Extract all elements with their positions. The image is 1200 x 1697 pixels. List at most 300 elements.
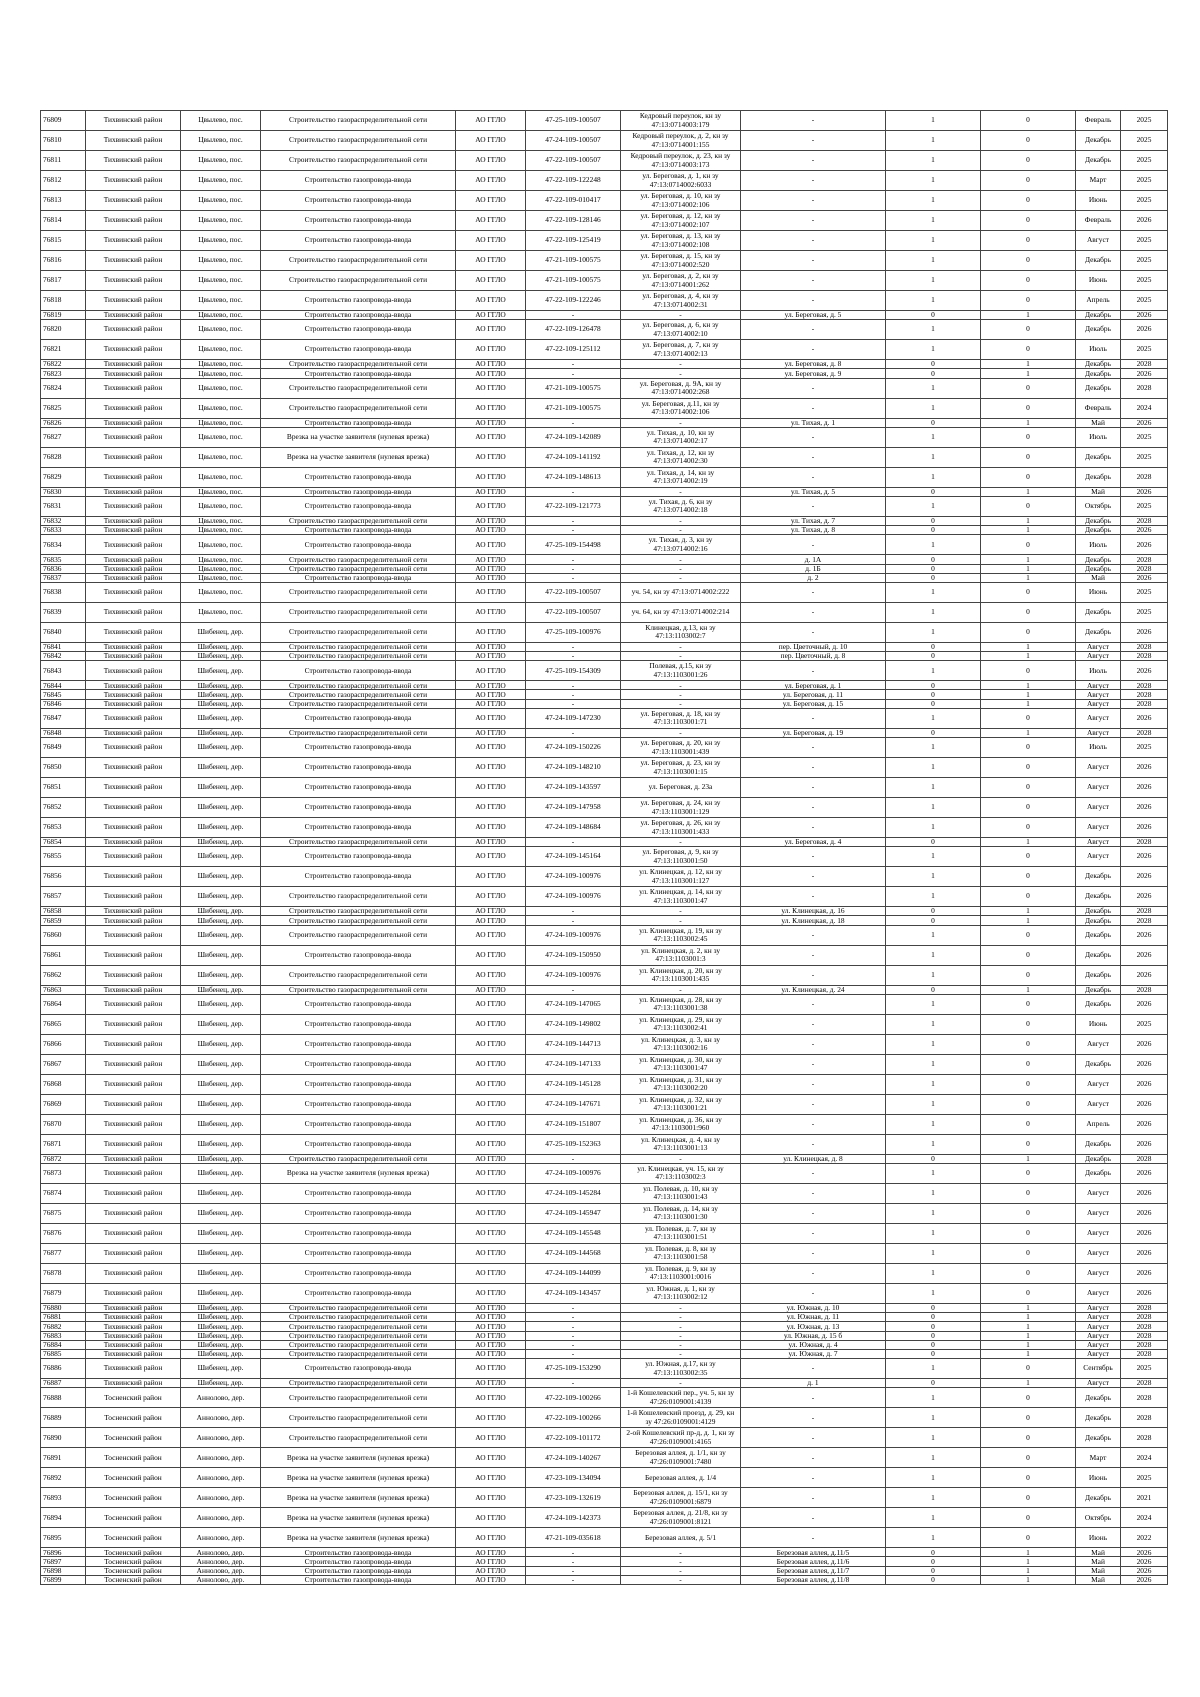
cell-month: Февраль xyxy=(1076,111,1121,131)
cell-settlement: Аннолово, дер. xyxy=(181,1428,261,1448)
cell-work-type: Строительство газораспределительной сети xyxy=(261,111,456,131)
cell-settlement: Цвылево, пос. xyxy=(181,171,261,191)
cell-district: Тихвинский район xyxy=(86,1114,181,1134)
table-row xyxy=(41,1575,1168,1584)
cell-settlement: Шибенец, дер. xyxy=(181,925,261,945)
cell-count-a: 1 xyxy=(886,1448,981,1468)
cell-count-b: 1 xyxy=(981,642,1076,651)
cell-month: Июль xyxy=(1076,427,1121,447)
cell-organization: АО ГГЛО xyxy=(456,1263,526,1283)
cell-cadastral-address: ул. Полевая, д. 9, кн зу 47:13:1103001:0016 xyxy=(621,1263,741,1283)
cell-work-type: Строительство газопровода-ввода xyxy=(261,573,456,582)
cell-district: Тихвинский район xyxy=(86,340,181,360)
cell-year: 2028 xyxy=(1121,690,1168,699)
cell-settlement: Цвылево, пос. xyxy=(181,251,261,271)
cell-cadastral-address: - xyxy=(621,516,741,525)
table-row xyxy=(41,1094,1168,1114)
cell-year: 2025 xyxy=(1121,738,1168,758)
cell-month: Октябрь xyxy=(1076,1508,1121,1528)
cell-work-type: Строительство газораспределительной сети xyxy=(261,251,456,271)
cell-address: - xyxy=(741,1408,886,1428)
cell-cadastral-address: ул. Тихая, д. 6, кн зу 47:13:0714002:18 xyxy=(621,496,741,516)
cell-month: Декабрь xyxy=(1076,1163,1121,1183)
cell-count-b: 0 xyxy=(981,378,1076,398)
cell-year: 2026 xyxy=(1121,1243,1168,1263)
cell-count-b: 0 xyxy=(981,1014,1076,1034)
cell-year: 2025 xyxy=(1121,111,1168,131)
cell-district: Тосненский район xyxy=(86,1557,181,1566)
cell-cadastral-address: ул. Береговая, д. 1, кн зу 47:13:0714002:6033 xyxy=(621,171,741,191)
cell-address: ул. Береговая, д. 4 xyxy=(741,838,886,847)
cell-address: Березовая аллея, д.11/6 xyxy=(741,1557,886,1566)
cell-count-b: 0 xyxy=(981,887,1076,907)
cell-organization: АО ГГЛО xyxy=(456,496,526,516)
cell-work-type: Строительство газораспределительной сети xyxy=(261,652,456,661)
table-row xyxy=(41,1557,1168,1566)
cell-row-number: 76899 xyxy=(41,1575,86,1584)
cell-district: Тосненский район xyxy=(86,1468,181,1488)
cell-district: Тосненский район xyxy=(86,1388,181,1408)
cell-cadastral-address: - xyxy=(621,526,741,535)
cell-address: - xyxy=(741,111,886,131)
table-row xyxy=(41,916,1168,925)
cell-row-number: 76885 xyxy=(41,1349,86,1358)
table-row xyxy=(41,1331,1168,1340)
cell-count-b: 0 xyxy=(981,708,1076,728)
cell-count-a: 0 xyxy=(886,487,981,496)
cell-cadastral-address: ул. Береговая, д. 12, кн зу 47:13:0714002:107 xyxy=(621,211,741,231)
cell-address: - xyxy=(741,758,886,778)
cell-year: 2026 xyxy=(1121,1183,1168,1203)
cell-month: Июль xyxy=(1076,535,1121,555)
cell-count-b: 1 xyxy=(981,1575,1076,1584)
cell-count-a: 1 xyxy=(886,1488,981,1508)
cell-cadastral-address: ул. Тихая, д. 10, кн зу 47:13:0714002:17 xyxy=(621,427,741,447)
cell-month: Май xyxy=(1076,1575,1121,1584)
cell-year: 2024 xyxy=(1121,1508,1168,1528)
cell-work-type: Строительство газопровода-ввода xyxy=(261,1359,456,1379)
cell-application-number: 47-24-109-147133 xyxy=(526,1054,621,1074)
cell-count-b: 0 xyxy=(981,847,1076,867)
cell-count-b: 0 xyxy=(981,427,1076,447)
cell-year: 2026 xyxy=(1121,798,1168,818)
cell-address: - xyxy=(741,887,886,907)
cell-district: Тихвинский район xyxy=(86,487,181,496)
cell-district: Тихвинский район xyxy=(86,447,181,467)
cell-district: Тосненский район xyxy=(86,1566,181,1575)
cell-month: Май xyxy=(1076,418,1121,427)
cell-organization: АО ГГЛО xyxy=(456,111,526,131)
cell-month: Август xyxy=(1076,778,1121,798)
cell-row-number: 76809 xyxy=(41,111,86,131)
cell-settlement: Аннолово, дер. xyxy=(181,1448,261,1468)
cell-organization: АО ГГЛО xyxy=(456,699,526,708)
cell-address: - xyxy=(741,602,886,622)
cell-application-number: 47-24-109-100976 xyxy=(526,887,621,907)
cell-address: - xyxy=(741,925,886,945)
cell-year: 2028 xyxy=(1121,652,1168,661)
cell-year: 2025 xyxy=(1121,231,1168,251)
cell-district: Тихвинский район xyxy=(86,661,181,681)
cell-month: Август xyxy=(1076,231,1121,251)
table-row xyxy=(41,1134,1168,1154)
cell-settlement: Цвылево, пос. xyxy=(181,369,261,378)
cell-work-type: Строительство газопровода-ввода xyxy=(261,945,456,965)
cell-organization: АО ГГЛО xyxy=(456,582,526,602)
cell-count-b: 0 xyxy=(981,1054,1076,1074)
cell-count-b: 1 xyxy=(981,838,1076,847)
cell-cadastral-address: ул. Клинецкая, д. 3, кн зу 47:13:1103002:16 xyxy=(621,1034,741,1054)
cell-settlement: Шибенец, дер. xyxy=(181,1322,261,1331)
cell-year: 2026 xyxy=(1121,1163,1168,1183)
cell-cadastral-address: - xyxy=(621,311,741,320)
cell-year: 2028 xyxy=(1121,378,1168,398)
cell-application-number: - xyxy=(526,526,621,535)
cell-count-a: 0 xyxy=(886,1322,981,1331)
cell-year: 2026 xyxy=(1121,526,1168,535)
cell-year: 2026 xyxy=(1121,708,1168,728)
cell-work-type: Строительство газораспределительной сети xyxy=(261,582,456,602)
cell-district: Тихвинский район xyxy=(86,171,181,191)
cell-count-b: 0 xyxy=(981,925,1076,945)
cell-district: Тихвинский район xyxy=(86,652,181,661)
cell-address: ул. Южная, д. 4 xyxy=(741,1340,886,1349)
cell-address: - xyxy=(741,1528,886,1548)
cell-count-b: 0 xyxy=(981,582,1076,602)
cell-year: 2028 xyxy=(1121,1408,1168,1428)
cell-year: 2028 xyxy=(1121,1322,1168,1331)
cell-organization: АО ГГЛО xyxy=(456,622,526,642)
cell-year: 2026 xyxy=(1121,867,1168,887)
cell-address: - xyxy=(741,965,886,985)
cell-count-b: 0 xyxy=(981,191,1076,211)
cell-application-number: 47-24-109-100507 xyxy=(526,131,621,151)
cell-month: Декабрь xyxy=(1076,251,1121,271)
cell-settlement: Цвылево, пос. xyxy=(181,211,261,231)
cell-count-b: 1 xyxy=(981,690,1076,699)
table-row xyxy=(41,965,1168,985)
cell-settlement: Цвылево, пос. xyxy=(181,602,261,622)
cell-count-a: 1 xyxy=(886,1528,981,1548)
cell-cadastral-address: ул. Береговая, д. 20, кн зу 47:13:1103001:439 xyxy=(621,738,741,758)
cell-row-number: 76862 xyxy=(41,965,86,985)
cell-row-number: 76874 xyxy=(41,1183,86,1203)
cell-year: 2025 xyxy=(1121,151,1168,171)
cell-application-number: 47-24-109-142089 xyxy=(526,427,621,447)
cell-application-number: - xyxy=(526,418,621,427)
cell-cadastral-address: ул. Береговая, д. 23а xyxy=(621,778,741,798)
cell-cadastral-address: ул. Клинецкая, уч. 15, кн зу 47:13:1103002:3 xyxy=(621,1163,741,1183)
cell-work-type: Строительство газораспределительной сети xyxy=(261,622,456,642)
cell-count-a: 0 xyxy=(886,311,981,320)
cell-settlement: Шибенец, дер. xyxy=(181,1163,261,1183)
cell-organization: АО ГГЛО xyxy=(456,1034,526,1054)
cell-organization: АО ГГЛО xyxy=(456,447,526,467)
cell-count-a: 1 xyxy=(886,447,981,467)
cell-row-number: 76845 xyxy=(41,690,86,699)
cell-cadastral-address: - xyxy=(621,1548,741,1557)
cell-work-type: Врезка на участке заявителя (нулевая врезка) xyxy=(261,1508,456,1528)
table-row xyxy=(41,1183,1168,1203)
cell-row-number: 76855 xyxy=(41,847,86,867)
cell-count-b: 1 xyxy=(981,1379,1076,1388)
cell-work-type: Строительство газораспределительной сети xyxy=(261,1349,456,1358)
cell-work-type: Строительство газопровода-ввода xyxy=(261,1074,456,1094)
table-row xyxy=(41,398,1168,418)
cell-row-number: 76844 xyxy=(41,681,86,690)
cell-month: Август xyxy=(1076,847,1121,867)
cell-month: Август xyxy=(1076,642,1121,651)
cell-work-type: Строительство газопровода-ввода xyxy=(261,778,456,798)
cell-count-a: 1 xyxy=(886,211,981,231)
cell-address: ул. Клинецкая, д. 24 xyxy=(741,985,886,994)
cell-year: 2028 xyxy=(1121,467,1168,487)
cell-count-a: 1 xyxy=(886,602,981,622)
cell-work-type: Строительство газопровода-ввода xyxy=(261,526,456,535)
cell-year: 2026 xyxy=(1121,661,1168,681)
cell-work-type: Строительство газораспределительной сети xyxy=(261,699,456,708)
cell-settlement: Аннолово, дер. xyxy=(181,1468,261,1488)
cell-row-number: 76810 xyxy=(41,131,86,151)
cell-work-type: Строительство газопровода-ввода xyxy=(261,818,456,838)
cell-organization: АО ГГЛО xyxy=(456,271,526,291)
cell-address: ул. Береговая, д. 8 xyxy=(741,360,886,369)
cell-settlement: Аннолово, дер. xyxy=(181,1557,261,1566)
cell-address: - xyxy=(741,661,886,681)
cell-application-number: 47-25-109-154498 xyxy=(526,535,621,555)
cell-organization: АО ГГЛО xyxy=(456,1388,526,1408)
cell-district: Тихвинский район xyxy=(86,907,181,916)
cell-address: - xyxy=(741,1468,886,1488)
cell-row-number: 76830 xyxy=(41,487,86,496)
cell-settlement: Шибенец, дер. xyxy=(181,1223,261,1243)
cell-row-number: 76825 xyxy=(41,398,86,418)
cell-cadastral-address: - xyxy=(621,1313,741,1322)
cell-application-number: 47-24-109-100976 xyxy=(526,867,621,887)
cell-count-b: 0 xyxy=(981,1408,1076,1428)
cell-count-a: 1 xyxy=(886,818,981,838)
cell-organization: АО ГГЛО xyxy=(456,1408,526,1428)
cell-work-type: Строительство газораспределительной сети xyxy=(261,151,456,171)
cell-cadastral-address: - xyxy=(621,564,741,573)
cell-application-number: 47-23-109-134094 xyxy=(526,1468,621,1488)
cell-application-number: 47-25-109-152363 xyxy=(526,1134,621,1154)
cell-month: Май xyxy=(1076,1557,1121,1566)
cell-address: - xyxy=(741,1014,886,1034)
cell-count-a: 1 xyxy=(886,1508,981,1528)
cell-district: Тихвинский район xyxy=(86,398,181,418)
cell-application-number: 47-22-109-125112 xyxy=(526,340,621,360)
cell-settlement: Цвылево, пос. xyxy=(181,378,261,398)
cell-address: - xyxy=(741,131,886,151)
cell-count-b: 0 xyxy=(981,1134,1076,1154)
cell-cadastral-address: - xyxy=(621,652,741,661)
cell-count-b: 0 xyxy=(981,151,1076,171)
cell-district: Тихвинский район xyxy=(86,378,181,398)
cell-cadastral-address: - xyxy=(621,360,741,369)
cell-district: Тихвинский район xyxy=(86,1331,181,1340)
cell-row-number: 76821 xyxy=(41,340,86,360)
cell-settlement: Шибенец, дер. xyxy=(181,1340,261,1349)
cell-row-number: 76847 xyxy=(41,708,86,728)
cell-count-a: 1 xyxy=(886,1243,981,1263)
cell-row-number: 76875 xyxy=(41,1203,86,1223)
cell-settlement: Шибенец, дер. xyxy=(181,838,261,847)
cell-settlement: Цвылево, пос. xyxy=(181,111,261,131)
cell-count-b: 0 xyxy=(981,738,1076,758)
cell-row-number: 76820 xyxy=(41,320,86,340)
cell-count-a: 0 xyxy=(886,681,981,690)
cell-district: Тихвинский район xyxy=(86,555,181,564)
cell-organization: АО ГГЛО xyxy=(456,945,526,965)
cell-district: Тихвинский район xyxy=(86,111,181,131)
cell-organization: АО ГГЛО xyxy=(456,1203,526,1223)
cell-count-b: 0 xyxy=(981,251,1076,271)
cell-address: - xyxy=(741,778,886,798)
cell-application-number: 47-21-109-100575 xyxy=(526,398,621,418)
cell-application-number: 47-24-109-151807 xyxy=(526,1114,621,1134)
cell-district: Тихвинский район xyxy=(86,516,181,525)
table-row xyxy=(41,1283,1168,1303)
cell-count-a: 1 xyxy=(886,847,981,867)
cell-count-b: 0 xyxy=(981,758,1076,778)
cell-count-b: 0 xyxy=(981,798,1076,818)
cell-count-b: 0 xyxy=(981,1428,1076,1448)
cell-settlement: Цвылево, пос. xyxy=(181,231,261,251)
cell-address: ул. Тихая, д. 1 xyxy=(741,418,886,427)
cell-application-number: 47-22-109-100266 xyxy=(526,1388,621,1408)
cell-count-b: 0 xyxy=(981,1114,1076,1134)
table-row xyxy=(41,151,1168,171)
cell-count-b: 0 xyxy=(981,1034,1076,1054)
cell-month: Декабрь xyxy=(1076,131,1121,151)
cell-settlement: Шибенец, дер. xyxy=(181,1243,261,1263)
cell-row-number: 76872 xyxy=(41,1154,86,1163)
cell-application-number: 47-24-109-145164 xyxy=(526,847,621,867)
cell-organization: АО ГГЛО xyxy=(456,738,526,758)
cell-cadastral-address: ул. Клинецкая, д. 32, кн зу 47:13:1103001:21 xyxy=(621,1094,741,1114)
cell-cadastral-address: Березовая аллея, д. 5/1 xyxy=(621,1528,741,1548)
cell-district: Тихвинский район xyxy=(86,467,181,487)
table-row xyxy=(41,887,1168,907)
cell-count-a: 1 xyxy=(886,582,981,602)
cell-application-number: - xyxy=(526,516,621,525)
cell-cadastral-address: Березовая аллея, д. 15/1, кн зу 47:26:0109001:6879 xyxy=(621,1488,741,1508)
cell-month: Август xyxy=(1076,1322,1121,1331)
cell-organization: АО ГГЛО xyxy=(456,526,526,535)
cell-application-number: - xyxy=(526,1322,621,1331)
cell-month: Декабрь xyxy=(1076,526,1121,535)
cell-count-a: 0 xyxy=(886,555,981,564)
cell-cadastral-address: - xyxy=(621,1379,741,1388)
cell-district: Тихвинский район xyxy=(86,1074,181,1094)
cell-district: Тихвинский район xyxy=(86,1163,181,1183)
cell-work-type: Строительство газопровода-ввода xyxy=(261,418,456,427)
cell-month: Июль xyxy=(1076,661,1121,681)
cell-address: - xyxy=(741,1388,886,1408)
cell-count-a: 0 xyxy=(886,1575,981,1584)
cell-month: Декабрь xyxy=(1076,965,1121,985)
cell-cadastral-address: - xyxy=(621,699,741,708)
cell-row-number: 76884 xyxy=(41,1340,86,1349)
cell-work-type: Врезка на участке заявителя (нулевая врезка) xyxy=(261,1163,456,1183)
cell-count-b: 0 xyxy=(981,1468,1076,1488)
cell-organization: АО ГГЛО xyxy=(456,661,526,681)
cell-organization: АО ГГЛО xyxy=(456,1428,526,1448)
cell-year: 2025 xyxy=(1121,251,1168,271)
cell-cadastral-address: ул. Полевая, д. 14, кн зу 47:13:1103001:30 xyxy=(621,1203,741,1223)
table-row xyxy=(41,778,1168,798)
cell-count-a: 0 xyxy=(886,1340,981,1349)
cell-organization: АО ГГЛО xyxy=(456,340,526,360)
cell-organization: АО ГГЛО xyxy=(456,847,526,867)
cell-application-number: 47-22-109-125419 xyxy=(526,231,621,251)
cell-address: пер. Цветочный, д. 10 xyxy=(741,642,886,651)
cell-year: 2028 xyxy=(1121,1340,1168,1349)
table-row xyxy=(41,1379,1168,1388)
table-row xyxy=(41,131,1168,151)
cell-organization: АО ГГЛО xyxy=(456,907,526,916)
cell-row-number: 76841 xyxy=(41,642,86,651)
cell-address: - xyxy=(741,211,886,231)
table-row xyxy=(41,652,1168,661)
cell-application-number: 47-24-109-147065 xyxy=(526,994,621,1014)
cell-cadastral-address: ул. Клинецкая, д. 29, кн зу 47:13:1103002:41 xyxy=(621,1014,741,1034)
cell-cadastral-address: ул. Береговая, д. 4, кн зу 47:13:0714002:31 xyxy=(621,291,741,311)
cell-district: Тихвинский район xyxy=(86,151,181,171)
cell-month: Декабрь xyxy=(1076,360,1121,369)
cell-work-type: Строительство газораспределительной сети xyxy=(261,925,456,945)
cell-cadastral-address: ул. Береговая, д. 23, кн зу 47:13:1103001:15 xyxy=(621,758,741,778)
cell-application-number: 47-22-109-126478 xyxy=(526,320,621,340)
cell-application-number: 47-25-109-100507 xyxy=(526,111,621,131)
cell-count-a: 0 xyxy=(886,1154,981,1163)
cell-work-type: Строительство газораспределительной сети xyxy=(261,1340,456,1349)
cell-work-type: Строительство газораспределительной сети xyxy=(261,1408,456,1428)
cell-settlement: Шибенец, дер. xyxy=(181,728,261,737)
cell-year: 2028 xyxy=(1121,1313,1168,1322)
cell-application-number: 47-24-109-144568 xyxy=(526,1243,621,1263)
cell-application-number: - xyxy=(526,1566,621,1575)
cell-settlement: Шибенец, дер. xyxy=(181,1303,261,1312)
cell-row-number: 76833 xyxy=(41,526,86,535)
cell-count-b: 1 xyxy=(981,1566,1076,1575)
cell-organization: АО ГГЛО xyxy=(456,251,526,271)
cell-application-number: 47-24-109-145947 xyxy=(526,1203,621,1223)
cell-cadastral-address: ул. Полевая, д. 7, кн зу 47:13:1103001:51 xyxy=(621,1223,741,1243)
cell-application-number: - xyxy=(526,1154,621,1163)
cell-application-number: 47-24-109-147671 xyxy=(526,1094,621,1114)
cell-month: Август xyxy=(1076,1034,1121,1054)
cell-year: 2026 xyxy=(1121,778,1168,798)
cell-count-a: 1 xyxy=(886,1263,981,1283)
cell-row-number: 76897 xyxy=(41,1557,86,1566)
cell-work-type: Врезка на участке заявителя (нулевая врезка) xyxy=(261,1448,456,1468)
cell-cadastral-address: уч. 54, кн зу 47:13:0714002:222 xyxy=(621,582,741,602)
cell-work-type: Строительство газопровода-ввода xyxy=(261,758,456,778)
cell-organization: АО ГГЛО xyxy=(456,398,526,418)
table-row xyxy=(41,378,1168,398)
cell-count-a: 1 xyxy=(886,1203,981,1223)
cell-count-b: 0 xyxy=(981,1074,1076,1094)
cell-settlement: Цвылево, пос. xyxy=(181,496,261,516)
cell-address: - xyxy=(741,1263,886,1283)
cell-settlement: Цвылево, пос. xyxy=(181,191,261,211)
cell-settlement: Шибенец, дер. xyxy=(181,699,261,708)
cell-application-number: - xyxy=(526,681,621,690)
cell-settlement: Шибенец, дер. xyxy=(181,1313,261,1322)
cell-count-a: 1 xyxy=(886,1408,981,1428)
